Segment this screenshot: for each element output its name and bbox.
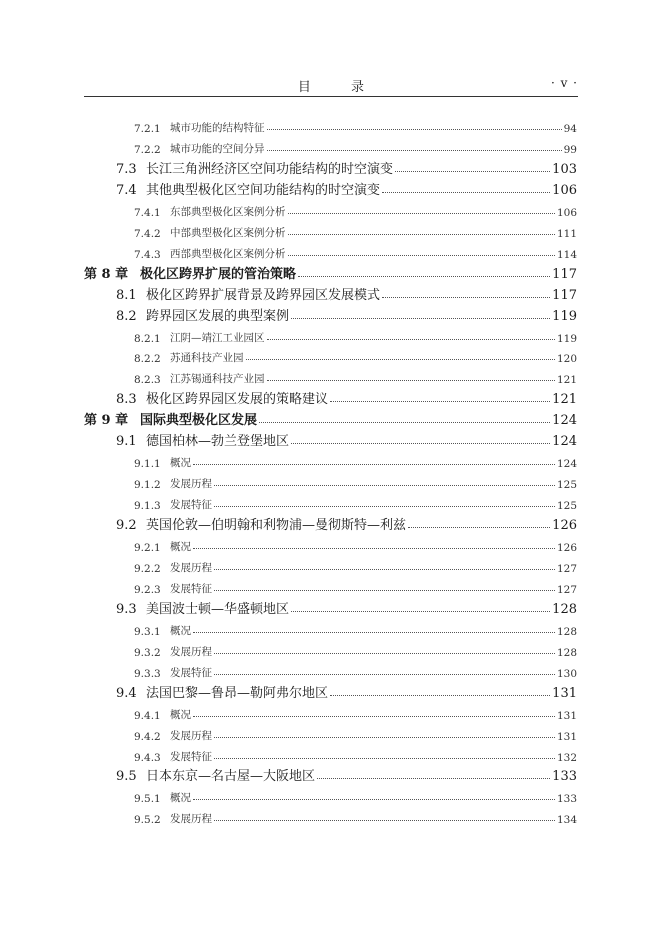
toc-entry-number: 7.2.1 bbox=[134, 123, 161, 135]
toc-entry[interactable] bbox=[134, 704, 577, 722]
toc-entry-title: 极化区跨界园区发展的策略建议 bbox=[146, 392, 329, 408]
toc-entry[interactable] bbox=[116, 285, 577, 303]
toc-entry-title: 城市功能的结构特征 bbox=[170, 122, 265, 134]
dot-leader bbox=[288, 233, 555, 235]
toc-entry[interactable] bbox=[134, 536, 577, 554]
toc-entry[interactable] bbox=[134, 201, 577, 219]
toc-entry[interactable] bbox=[134, 641, 577, 659]
toc-entry-page: 119 bbox=[552, 308, 577, 324]
toc-entry-number: 9.3 bbox=[116, 601, 137, 617]
toc-entry-page: 124 bbox=[552, 413, 577, 429]
toc-entry-number: 7.3 bbox=[116, 161, 137, 177]
dot-leader bbox=[298, 275, 550, 277]
toc-entry-title: 长江三角洲经济区空间功能结构的时空演变 bbox=[146, 161, 394, 177]
toc-entry-title: 其他典型极化区空间功能结构的时空演变 bbox=[146, 182, 381, 198]
dot-leader bbox=[214, 757, 555, 759]
toc-entry[interactable] bbox=[116, 683, 577, 701]
toc-entry[interactable] bbox=[134, 473, 577, 491]
toc-entry-number: 9.4.3 bbox=[134, 751, 161, 764]
header-title: 目 录 bbox=[297, 80, 383, 95]
dot-leader bbox=[291, 442, 550, 444]
dot-leader bbox=[214, 673, 555, 675]
dot-leader bbox=[330, 400, 550, 402]
dot-leader bbox=[214, 505, 555, 507]
toc-entry-page: 120 bbox=[556, 353, 577, 366]
toc-entry-page: 117 bbox=[552, 266, 577, 282]
dot-leader bbox=[259, 421, 550, 423]
toc-entry[interactable] bbox=[84, 410, 577, 428]
toc-entry-title: 发展历程 bbox=[170, 562, 212, 574]
toc-entry[interactable] bbox=[134, 117, 577, 135]
toc-entry-page: 133 bbox=[552, 769, 577, 785]
header-rule bbox=[84, 96, 578, 97]
toc-entry-title: 发展特征 bbox=[170, 499, 212, 512]
toc-entry-page: 127 bbox=[556, 583, 577, 596]
toc-entry-number: 8.2.1 bbox=[134, 332, 161, 345]
toc-entry-number: 7.4.3 bbox=[134, 248, 161, 261]
toc-entry-title: 发展历程 bbox=[170, 478, 212, 491]
toc-entry-title: 发展历程 bbox=[170, 729, 212, 742]
toc-entry-number: 9.2.1 bbox=[134, 542, 161, 554]
dot-leader bbox=[193, 631, 555, 633]
toc-entry-page: 114 bbox=[556, 248, 577, 261]
dot-leader bbox=[214, 819, 555, 821]
toc-entry-number: 9.5.2 bbox=[134, 814, 161, 827]
dot-leader bbox=[291, 610, 550, 612]
toc-entry-number: 9.5.1 bbox=[134, 793, 161, 806]
toc-entry-title: 跨界园区发展的典型案例 bbox=[146, 308, 290, 324]
dot-leader bbox=[408, 526, 550, 528]
toc-entry-title: 江阴—靖江工业园区 bbox=[170, 331, 265, 344]
toc-entry-number: 9.2.2 bbox=[134, 563, 161, 575]
toc-entry-page: 128 bbox=[552, 601, 577, 617]
toc-entry-title: 苏通科技产业园 bbox=[170, 352, 244, 365]
toc-entry[interactable] bbox=[134, 620, 577, 638]
toc-entry-title: 发展特征 bbox=[170, 750, 212, 763]
toc-entry-title: 中部典型极化区案例分析 bbox=[170, 226, 286, 239]
toc-entry-number: 9.1 bbox=[116, 434, 137, 450]
toc-entry-page: 131 bbox=[552, 685, 577, 701]
toc-entry-title: 日本东京—名古屋—大阪地区 bbox=[146, 769, 316, 785]
toc-entry[interactable] bbox=[134, 557, 577, 575]
toc-entry-number: 9.1.1 bbox=[134, 458, 161, 471]
toc-entry-number: 9.4.1 bbox=[134, 709, 161, 722]
toc-entry-title: 西部典型极化区案例分析 bbox=[170, 247, 286, 260]
toc-entry-number: 9.4.2 bbox=[134, 730, 161, 743]
toc-entry[interactable] bbox=[134, 787, 577, 805]
toc-entry[interactable] bbox=[134, 662, 577, 680]
toc-entry-number: 9.4 bbox=[116, 685, 137, 701]
toc-entry-number: 8.2 bbox=[116, 308, 137, 324]
toc-entry-title: 发展历程 bbox=[170, 813, 212, 826]
toc-entry-page: 131 bbox=[556, 709, 577, 722]
toc-entry-page: 99 bbox=[563, 143, 577, 156]
toc-entry[interactable] bbox=[84, 264, 577, 282]
toc-entry-page: 106 bbox=[556, 206, 577, 219]
toc-entry-page: 128 bbox=[556, 646, 577, 659]
toc-entry-title: 概况 bbox=[170, 624, 191, 637]
dot-leader bbox=[382, 296, 550, 298]
toc-entry-number: 8.1 bbox=[116, 287, 137, 303]
toc-entry-page: 121 bbox=[556, 374, 577, 387]
toc-entry-title: 发展历程 bbox=[170, 645, 212, 658]
toc-entry-page: 121 bbox=[552, 392, 577, 408]
dot-leader bbox=[193, 547, 555, 549]
dot-leader bbox=[382, 191, 550, 193]
toc-entry[interactable] bbox=[116, 599, 577, 617]
toc-entry-page: 111 bbox=[556, 227, 577, 240]
toc-entry-title: 概况 bbox=[170, 708, 191, 721]
toc-entry-title: 概况 bbox=[170, 541, 191, 553]
toc-entry-title: 极化区跨界扩展背景及跨界园区发展模式 bbox=[146, 287, 381, 303]
toc-entry[interactable] bbox=[134, 138, 577, 156]
header-page-number: · v · bbox=[550, 76, 578, 90]
dot-leader bbox=[193, 463, 555, 465]
dot-leader bbox=[267, 338, 555, 340]
toc-entry-page: 132 bbox=[556, 751, 577, 764]
toc-entry[interactable] bbox=[134, 494, 577, 512]
page-header bbox=[84, 76, 578, 95]
toc-entry-title: 概况 bbox=[170, 457, 191, 470]
toc-entry-title: 发展特征 bbox=[170, 666, 212, 679]
toc-entry[interactable] bbox=[116, 180, 577, 198]
toc-entry-number: 7.2.2 bbox=[134, 143, 161, 156]
dot-leader bbox=[214, 589, 555, 591]
toc-entry-page: 106 bbox=[552, 182, 577, 198]
dot-leader bbox=[317, 777, 550, 779]
toc-entry[interactable] bbox=[134, 368, 577, 386]
dot-leader bbox=[193, 798, 555, 800]
toc-entry-title: 英国伦敦—伯明翰和利物浦—曼彻斯特—利兹 bbox=[146, 518, 407, 533]
toc-entry-page: 127 bbox=[556, 563, 577, 575]
toc-entry-page: 134 bbox=[556, 814, 577, 827]
toc-entry-number: 9.1.2 bbox=[134, 479, 161, 492]
toc-entry-number: 8.2.2 bbox=[134, 353, 161, 366]
toc-entry[interactable] bbox=[134, 746, 577, 764]
toc-entry[interactable] bbox=[134, 222, 577, 240]
dot-leader bbox=[214, 652, 555, 654]
toc-entry-page: 117 bbox=[552, 287, 577, 303]
toc-entry-page: 124 bbox=[552, 434, 577, 450]
toc-entry-number: 8.3 bbox=[116, 392, 137, 408]
toc-entry-title: 概况 bbox=[170, 792, 191, 805]
toc-entry-title: 德国柏林—勃兰登堡地区 bbox=[146, 434, 290, 450]
toc-entry-number: 第 8 章 bbox=[84, 266, 129, 282]
toc-entry-page: 131 bbox=[556, 730, 577, 743]
toc-entry-title: 江苏锡通科技产业园 bbox=[170, 373, 265, 386]
toc-entry-number: 第 9 章 bbox=[84, 413, 129, 429]
dot-leader bbox=[214, 568, 555, 570]
toc-entry-number: 9.3.1 bbox=[134, 625, 161, 638]
toc-entry-number: 9.3.2 bbox=[134, 646, 161, 659]
dot-leader bbox=[395, 170, 550, 172]
toc-entry-page: 125 bbox=[556, 500, 577, 513]
toc-entry-page: 126 bbox=[556, 542, 577, 554]
toc-entry-number: 7.4 bbox=[116, 182, 137, 198]
toc-entry-page: 103 bbox=[552, 161, 577, 177]
toc-entry-title: 发展特征 bbox=[170, 582, 212, 595]
toc-entry-title: 城市功能的空间分异 bbox=[170, 142, 265, 155]
toc-entry-title: 美国波士顿—华盛顿地区 bbox=[146, 601, 290, 617]
toc-entry-page: 128 bbox=[556, 625, 577, 638]
toc-entry-number: 7.4.1 bbox=[134, 206, 161, 219]
toc-entry-page: 125 bbox=[556, 479, 577, 492]
dot-leader bbox=[291, 317, 550, 319]
toc-entry[interactable] bbox=[134, 725, 577, 743]
toc-entry[interactable] bbox=[116, 306, 577, 324]
dot-leader bbox=[214, 484, 555, 486]
toc-entry-number: 9.3.3 bbox=[134, 667, 161, 680]
dot-leader bbox=[288, 212, 555, 214]
dot-leader bbox=[288, 254, 555, 256]
toc-entry[interactable] bbox=[116, 766, 577, 784]
dot-leader bbox=[246, 358, 555, 360]
toc-entry[interactable] bbox=[116, 431, 577, 449]
toc-entry-number: 9.2 bbox=[116, 518, 137, 533]
toc-entry-page: 124 bbox=[556, 458, 577, 471]
toc-entry-title: 国际典型极化区发展 bbox=[140, 413, 258, 429]
toc-entry-title: 极化区跨界扩展的管治策略 bbox=[140, 266, 297, 282]
toc-entry-page: 126 bbox=[552, 518, 577, 533]
dot-leader bbox=[267, 379, 555, 381]
dot-leader bbox=[267, 128, 562, 130]
dot-leader bbox=[267, 149, 562, 151]
toc-entry[interactable] bbox=[116, 515, 577, 533]
toc-entry[interactable] bbox=[134, 808, 577, 826]
toc-entry-title: 法国巴黎—鲁昂—勒阿弗尔地区 bbox=[146, 685, 329, 701]
toc-entry-number: 9.2.3 bbox=[134, 583, 161, 596]
dot-leader bbox=[214, 736, 555, 738]
dot-leader bbox=[193, 715, 555, 717]
toc-entry[interactable] bbox=[134, 347, 577, 365]
toc-entry-page: 130 bbox=[556, 667, 577, 680]
toc-entry[interactable] bbox=[116, 389, 577, 407]
toc-entry[interactable] bbox=[116, 159, 577, 177]
toc-entry-number: 8.2.3 bbox=[134, 374, 161, 387]
toc-entry-page: 94 bbox=[563, 123, 577, 135]
toc-entry-number: 9.1.3 bbox=[134, 500, 161, 513]
toc-entry-title: 东部典型极化区案例分析 bbox=[170, 205, 286, 218]
toc-entry[interactable] bbox=[134, 578, 577, 596]
dot-leader bbox=[330, 694, 550, 696]
toc-entry-page: 119 bbox=[556, 332, 577, 345]
toc-entry[interactable] bbox=[134, 327, 577, 345]
toc-entry[interactable] bbox=[134, 452, 577, 470]
toc-entry-number: 7.4.2 bbox=[134, 227, 161, 240]
toc-entry[interactable] bbox=[134, 243, 577, 261]
toc-entry-number: 9.5 bbox=[116, 769, 137, 785]
toc-entry-page: 133 bbox=[556, 793, 577, 806]
